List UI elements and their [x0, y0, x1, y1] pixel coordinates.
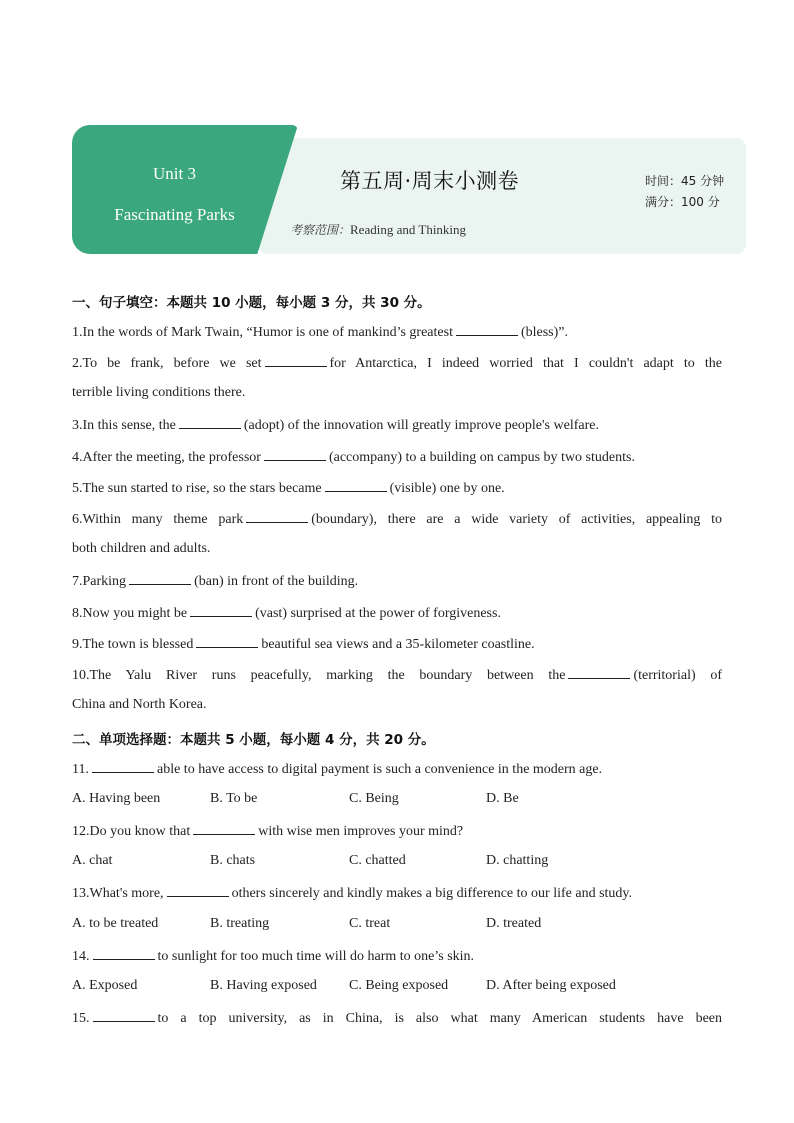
option-d: D. chatting — [486, 853, 549, 868]
time-limit: 时间：45 分钟 — [645, 174, 725, 188]
question-line — [72, 510, 722, 528]
question-text: 14. — [72, 949, 90, 964]
question-line — [72, 635, 722, 653]
answer-blank — [190, 604, 252, 617]
question-text: 3.In this sense, the — [72, 418, 176, 433]
question-line — [72, 448, 722, 466]
question-text: with wise men improves your mind? — [258, 824, 464, 839]
option-d: D. treated — [486, 916, 542, 931]
question-text: 13.What's more, — [72, 886, 164, 901]
answer-blank — [193, 822, 255, 835]
answer-blank — [456, 323, 518, 336]
question-line-continued: both children and adults. — [72, 541, 211, 556]
question-text: (accompany) to a building on campus by two students. — [328, 450, 635, 465]
option-b: B. To be — [210, 791, 258, 806]
question-text: (visible) one by one. — [389, 481, 505, 496]
question-line — [72, 760, 722, 778]
answer-blank — [167, 884, 229, 897]
answer-blank — [93, 1009, 155, 1022]
unit-label: Unit 3 — [153, 164, 196, 183]
question-text: 4.After the meeting, the professor — [72, 450, 261, 465]
section-heading: 二、单项选择题：本题共 5 小题，每小题 4 分，共 20 分。 — [72, 732, 435, 748]
option-d: D. Be — [486, 791, 519, 806]
question-text: (adopt) of the innovation will greatly improve people's welfare. — [243, 418, 599, 433]
question-text: 8.Now you might be — [72, 606, 188, 621]
answer-blank — [92, 760, 154, 773]
exam-scope-label: 考察范围： — [290, 223, 351, 237]
option-c: C. Being exposed — [349, 978, 449, 993]
answer-blank — [129, 572, 191, 585]
exam-scope-value: Reading and Thinking — [350, 222, 467, 237]
answer-blank — [93, 947, 155, 960]
question-line — [72, 416, 722, 434]
answer-blank — [264, 448, 326, 461]
question-text: (boundary), there are a wide variety of activities, appealing to — [311, 512, 723, 527]
option-b: B. Having exposed — [210, 978, 317, 993]
question-text: 2.To be frank, before we set — [72, 356, 262, 371]
answer-blank — [325, 479, 387, 492]
question-text: others sincerely and kindly makes a big difference to our life and study. — [231, 886, 632, 901]
question-text: 9.The town is blessed — [72, 637, 194, 652]
question-text: 15. — [72, 1011, 90, 1026]
answer-blank — [196, 635, 258, 648]
question-text: (bless)”. — [520, 325, 569, 340]
answer-blank — [179, 416, 241, 429]
question-line — [72, 947, 722, 965]
question-text: for Antarctica, I indeed worried that I couldn't adapt to the — [329, 356, 722, 371]
question-text: (vast) surprised at the power of forgiveness. — [255, 606, 501, 621]
question-text: 6.Within many theme park — [72, 512, 244, 527]
full-score: 满分：100 分 — [645, 195, 720, 209]
option-c: C. Being — [349, 791, 399, 806]
question-line — [72, 666, 722, 684]
question-line-continued: China and North Korea. — [72, 697, 207, 712]
option-a: A. Having been — [72, 791, 161, 806]
option-b: B. treating — [210, 916, 270, 931]
question-line — [72, 323, 722, 341]
question-line — [72, 884, 722, 902]
option-c: C. chatted — [349, 853, 406, 868]
option-a: A. to be treated — [72, 916, 159, 931]
unit-title: Fascinating Parks — [114, 205, 235, 224]
question-text: 7.Parking — [72, 574, 127, 589]
option-a: A. Exposed — [72, 978, 138, 993]
option-b: B. chats — [210, 853, 256, 868]
answer-blank — [568, 666, 630, 679]
question-text: beautiful sea views and a 35-kilometer coastline. — [261, 637, 535, 652]
option-a: A. chat — [72, 853, 113, 868]
question-text: (territorial) of — [633, 668, 722, 683]
option-d: D. After being exposed — [486, 978, 616, 993]
option-c: C. treat — [349, 916, 391, 931]
question-text: to sunlight for too much time will do harm to one’s skin. — [157, 949, 475, 964]
question-line — [72, 354, 722, 372]
question-line — [72, 479, 722, 497]
answer-blank — [246, 510, 308, 523]
question-line — [72, 822, 722, 840]
exam-scope — [290, 221, 466, 238]
question-text: 12.Do you know that — [72, 824, 191, 839]
question-text: to a top university, as in China, is also what many American students have been — [157, 1011, 722, 1026]
question-text: (ban) in front of the building. — [194, 574, 359, 589]
question-line — [72, 604, 722, 622]
question-line — [72, 572, 722, 590]
page-title: 第五周·周末小测卷 — [340, 169, 520, 193]
question-text: 11. — [72, 762, 89, 777]
answer-blank — [265, 354, 327, 367]
question-line — [72, 1009, 722, 1027]
question-text: able to have access to digital payment is such a convenience in the modern age. — [156, 762, 603, 777]
question-text: 5.The sun started to rise, so the stars became — [72, 481, 322, 496]
section-heading: 一、句子填空：本题共 10 小题，每小题 3 分，共 30 分。 — [72, 295, 431, 311]
question-text: 1.In the words of Mark Twain, “Humor is one of mankind’s greatest — [72, 325, 453, 340]
question-text: 10.The Yalu River runs peacefully, marking the boundary between the — [72, 668, 566, 683]
question-line-continued: terrible living conditions there. — [72, 385, 246, 400]
